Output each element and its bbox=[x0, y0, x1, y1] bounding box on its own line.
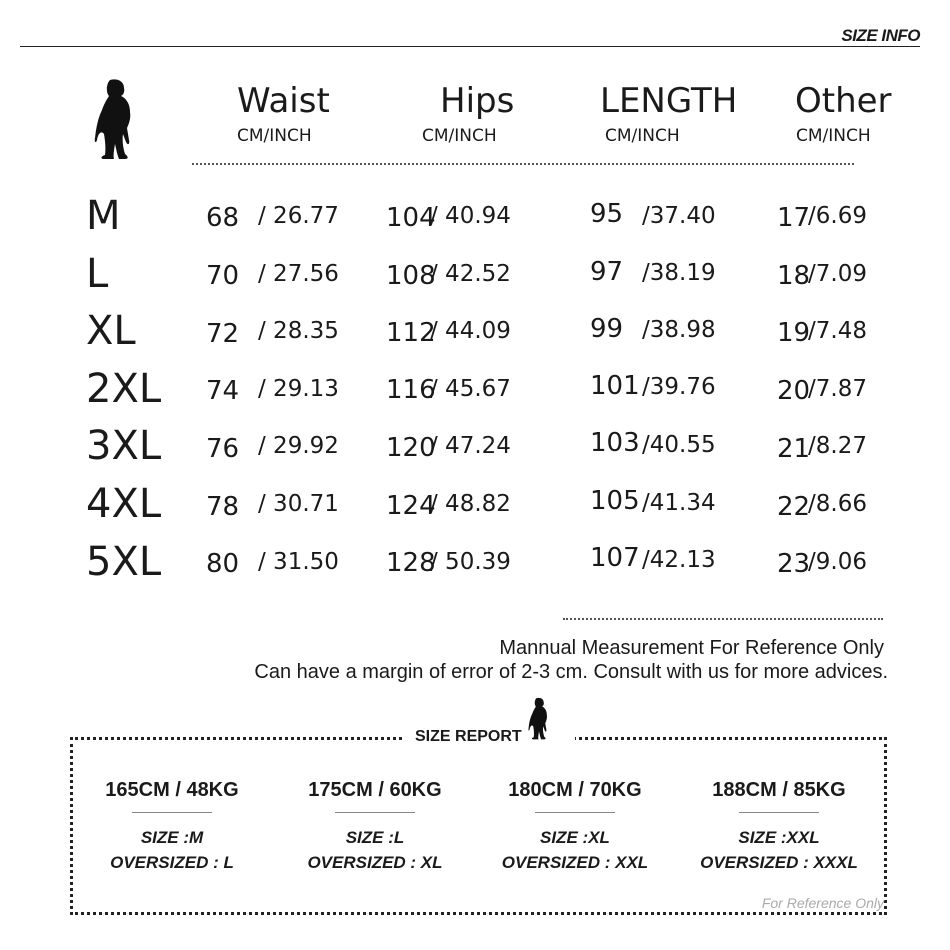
length-inch: /37.40 bbox=[642, 203, 716, 229]
waist-cm: 78 bbox=[206, 492, 240, 522]
recommended-size: SIZE :L bbox=[345, 828, 405, 847]
size-report-header bbox=[405, 722, 575, 752]
waist-inch: / 31.50 bbox=[258, 549, 339, 575]
length-inch: /40.55 bbox=[642, 432, 716, 458]
other-inch: /8.66 bbox=[808, 491, 867, 517]
waist-inch: / 26.77 bbox=[258, 203, 339, 229]
waist-inch: / 29.92 bbox=[258, 433, 339, 459]
hips-inch: / 45.67 bbox=[430, 376, 511, 402]
height-weight: 165CM / 48KG bbox=[105, 779, 239, 801]
hips-inch: / 50.39 bbox=[430, 549, 511, 575]
hips-inch: / 48.82 bbox=[430, 491, 511, 517]
waist-cm: 68 bbox=[206, 203, 240, 233]
col-unit-hips: CM/INCH bbox=[422, 126, 497, 146]
col-unit-waist: CM/INCH bbox=[237, 126, 312, 146]
length-inch: /42.13 bbox=[642, 547, 716, 573]
col-unit-length: CM/INCH bbox=[605, 126, 680, 146]
other-inch: /6.69 bbox=[808, 203, 867, 229]
note-line-2: Can have a margin of error of 2-3 cm. Consult with us for more advices. bbox=[254, 661, 888, 683]
hips-cm: 116 bbox=[386, 375, 436, 405]
item-divider bbox=[132, 812, 212, 813]
other-inch: /7.09 bbox=[808, 261, 867, 287]
page-title: SIZE INFO bbox=[841, 26, 920, 45]
hips-cm: 112 bbox=[386, 318, 436, 348]
recommended-size: SIZE :M bbox=[140, 828, 204, 847]
size-report-item bbox=[684, 779, 874, 875]
note-line-1: Mannual Measurement For Reference Only bbox=[499, 637, 884, 659]
other-cm: 19 bbox=[777, 318, 811, 348]
waist-inch: / 28.35 bbox=[258, 318, 339, 344]
other-inch: /7.87 bbox=[808, 376, 867, 402]
reference-only-note: For Reference Only bbox=[761, 895, 884, 911]
waist-cm: 80 bbox=[206, 549, 240, 579]
size-label: 3XL bbox=[86, 423, 162, 469]
length-cm: 99 bbox=[590, 314, 624, 344]
hips-inch: / 47.24 bbox=[430, 433, 511, 459]
height-weight: 175CM / 60KG bbox=[308, 779, 442, 801]
col-header-length: LENGTH bbox=[600, 81, 738, 121]
item-divider bbox=[739, 812, 819, 813]
waist-inch: / 30.71 bbox=[258, 491, 339, 517]
hips-inch: / 42.52 bbox=[430, 261, 511, 287]
header-dotted-divider bbox=[192, 163, 854, 165]
length-cm: 103 bbox=[590, 428, 640, 458]
other-cm: 20 bbox=[777, 376, 811, 406]
size-report-item bbox=[480, 779, 670, 875]
length-inch: /41.34 bbox=[642, 490, 716, 516]
length-cm: 107 bbox=[590, 543, 640, 573]
recommended-size: SIZE :XXL bbox=[738, 828, 820, 847]
waist-inch: / 27.56 bbox=[258, 261, 339, 287]
ape-figure-icon bbox=[527, 694, 551, 744]
notes-dotted-divider bbox=[563, 618, 883, 620]
length-cm: 105 bbox=[590, 486, 640, 516]
size-report-title: SIZE REPORT bbox=[415, 728, 522, 745]
other-cm: 23 bbox=[777, 549, 811, 579]
hips-cm: 120 bbox=[386, 433, 436, 463]
size-report-item bbox=[77, 779, 267, 875]
hips-cm: 124 bbox=[386, 491, 436, 521]
height-weight: 188CM / 85KG bbox=[712, 779, 846, 801]
length-cm: 101 bbox=[590, 371, 640, 401]
col-header-waist: Waist bbox=[237, 81, 330, 121]
item-divider bbox=[335, 812, 415, 813]
length-inch: /38.98 bbox=[642, 317, 716, 343]
waist-cm: 76 bbox=[206, 434, 240, 464]
size-label: 2XL bbox=[86, 366, 162, 412]
length-inch: /38.19 bbox=[642, 260, 716, 286]
waist-cm: 70 bbox=[206, 261, 240, 291]
waist-cm: 74 bbox=[206, 376, 240, 406]
col-unit-other: CM/INCH bbox=[796, 126, 871, 146]
oversized-size: OVERSIZED : XL bbox=[307, 853, 443, 872]
oversized-size: OVERSIZED : L bbox=[110, 853, 234, 872]
size-label: M bbox=[86, 193, 121, 239]
hips-cm: 128 bbox=[386, 548, 436, 578]
other-cm: 22 bbox=[777, 492, 811, 522]
length-cm: 97 bbox=[590, 257, 624, 287]
hips-inch: / 40.94 bbox=[430, 203, 511, 229]
header-divider bbox=[20, 46, 920, 47]
size-label: L bbox=[86, 251, 109, 297]
length-inch: /39.76 bbox=[642, 374, 716, 400]
size-report-item bbox=[280, 779, 470, 875]
waist-inch: / 29.13 bbox=[258, 376, 339, 402]
oversized-size: OVERSIZED : XXL bbox=[501, 853, 649, 872]
ape-figure-icon bbox=[92, 78, 138, 162]
recommended-size: SIZE :XL bbox=[540, 828, 610, 847]
other-cm: 17 bbox=[777, 203, 811, 233]
other-inch: /9.06 bbox=[808, 549, 867, 575]
size-label: XL bbox=[86, 308, 136, 354]
other-cm: 18 bbox=[777, 261, 811, 291]
size-label: 4XL bbox=[86, 481, 162, 527]
item-divider bbox=[535, 812, 615, 813]
other-inch: /8.27 bbox=[808, 433, 867, 459]
size-label: 5XL bbox=[86, 539, 162, 585]
hips-cm: 108 bbox=[386, 261, 436, 291]
length-cm: 95 bbox=[590, 199, 624, 229]
other-inch: /7.48 bbox=[808, 318, 867, 344]
col-header-other: Other bbox=[795, 81, 892, 121]
oversized-size: OVERSIZED : XXXL bbox=[700, 853, 858, 872]
height-weight: 180CM / 70KG bbox=[508, 779, 642, 801]
other-cm: 21 bbox=[777, 434, 811, 464]
col-header-hips: Hips bbox=[440, 81, 515, 121]
waist-cm: 72 bbox=[206, 319, 240, 349]
hips-inch: / 44.09 bbox=[430, 318, 511, 344]
hips-cm: 104 bbox=[386, 203, 436, 233]
